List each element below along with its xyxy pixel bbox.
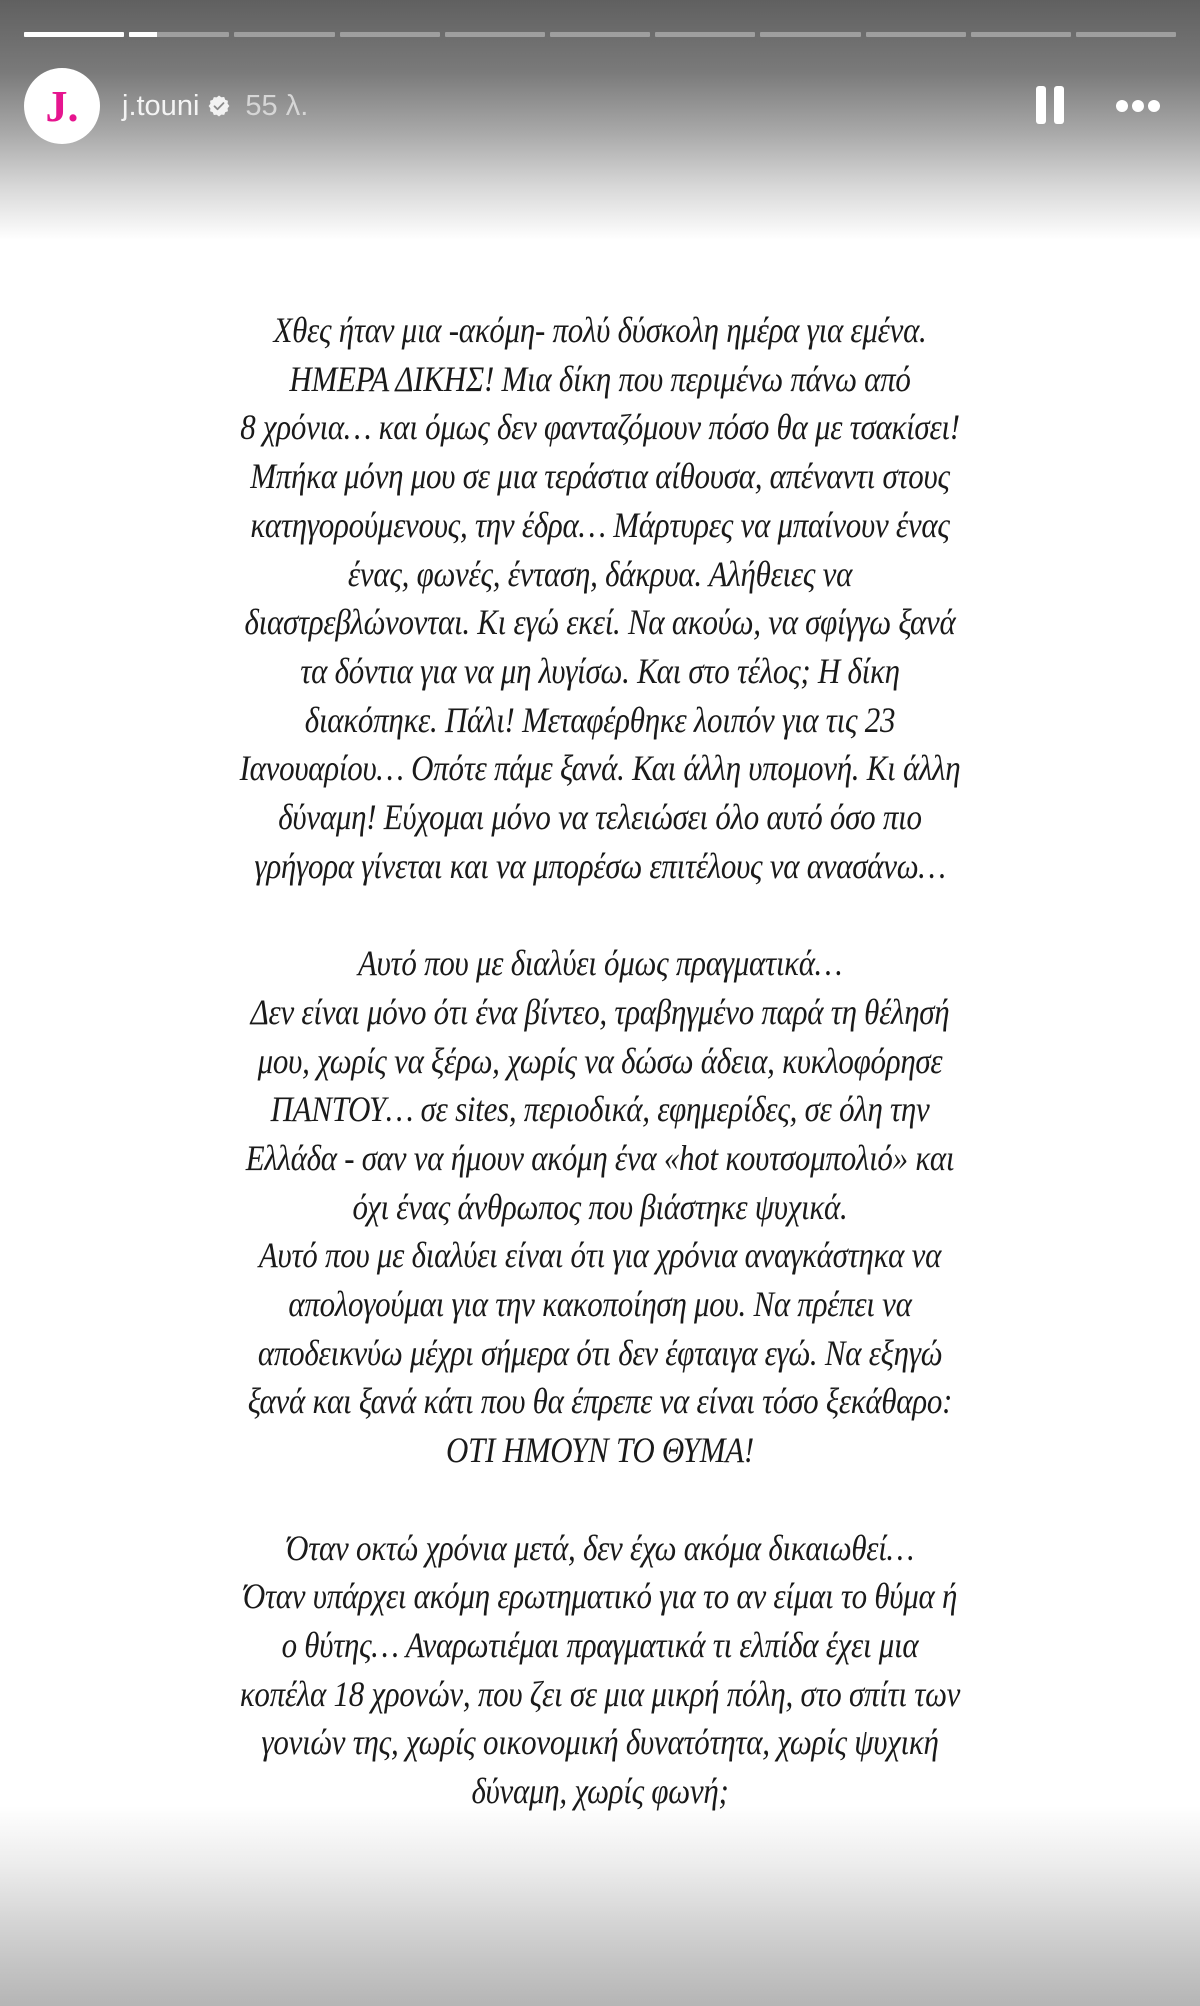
text-line: ΗΜΕΡΑ ΔΙΚΗΣ! Μια δίκη που περιμένω πάνω από bbox=[289, 358, 911, 399]
text-line: Αυτό που με διαλύει είναι ότι για χρόνια αναγκάστηκα να bbox=[258, 1235, 942, 1276]
text-line: κατηγορούμενους, την έδρα… Μάρτυρες να μπαίνουν ένας bbox=[250, 504, 950, 545]
progress-segment bbox=[24, 32, 124, 37]
text-line: τα δόντια για να μη λυγίσω. Και στο τέλος; Η δίκη bbox=[300, 650, 900, 691]
text-line: διαστρεβλώνονται. Κι εγώ εκεί. Να ακούω, να σφίγγω ξανά bbox=[244, 602, 956, 643]
text-line: Αυτό που με διαλύει όμως πραγματικά… bbox=[357, 943, 843, 984]
progress-segment bbox=[971, 32, 1071, 37]
progress-segment bbox=[234, 32, 334, 37]
text-line: μου, χωρίς να ξέρω, χωρίς να δώσω άδεια, κυκλοφόρησε bbox=[257, 1040, 943, 1081]
pause-icon-bar bbox=[1054, 86, 1064, 124]
progress-segment bbox=[550, 32, 650, 37]
text-line: κοπέλα 18 χρονών, που ζει σε μια μικρή πόλη, στο σπίτι των bbox=[239, 1673, 961, 1714]
text-line: ο θύτης… Αναρωτιέμαι πραγματικά τι ελπίδα έχει μια bbox=[281, 1624, 919, 1665]
progress-segment bbox=[866, 32, 966, 37]
progress-segment bbox=[655, 32, 755, 37]
story-progress-bar bbox=[24, 32, 1176, 38]
text-line: ΟΤΙ ΗΜΟΥΝ ΤΟ ΘΥΜΑ! bbox=[446, 1430, 754, 1471]
text-line: αποδεικνύω μέχρι σήμερα ότι δεν έφταιγα εγώ. Να εξηγώ bbox=[257, 1332, 943, 1373]
text-line: Ιανουαρίου… Οπότε πάμε ξανά. Και άλλη υπομονή. Κι άλλη bbox=[239, 748, 961, 789]
text-line: απολογούμαι για την κακοποίηση μου. Να πρέπει να bbox=[288, 1284, 912, 1325]
pause-button[interactable] bbox=[1036, 86, 1064, 126]
text-line: όχι ένας άνθρωπος που βιάστηκε ψυχικά. bbox=[352, 1186, 848, 1227]
progress-segment bbox=[445, 32, 545, 37]
text-line: Χθες ήταν μια -ακόμη- πολύ δύσκολη ημέρα για εμένα. bbox=[273, 310, 927, 350]
post-timestamp: 55 λ. bbox=[245, 89, 309, 122]
progress-segment bbox=[760, 32, 860, 37]
text-line: δύναμη, χωρίς φωνή; bbox=[471, 1771, 729, 1812]
text-line: Όταν οκτώ χρόνια μετά, δεν έχω ακόμα δικαιωθεί… bbox=[286, 1527, 914, 1568]
more-options-icon bbox=[1116, 100, 1128, 112]
text-line: διακόπηκε. Πάλι! Μεταφέρθηκε λοιπόν για τις 23 bbox=[304, 699, 896, 740]
more-options-icon-dot bbox=[1132, 100, 1144, 112]
text-line: Δεν είναι μόνο ότι ένα βίντεο, τραβηγμένο παρά τη θέλησή bbox=[250, 991, 950, 1032]
text-line: Ελλάδα - σαν να ήμουν ακόμη ένα «hot κουτσομπολιό» και bbox=[245, 1137, 955, 1178]
pause-icon bbox=[1036, 86, 1046, 124]
paragraph-gap bbox=[60, 890, 1140, 939]
text-line: Μπήκα μόνη μου σε μια τεράστια αίθουσα, απέναντι στους bbox=[250, 456, 950, 497]
paragraph-gap bbox=[60, 1475, 1140, 1524]
verified-badge-icon bbox=[207, 94, 231, 118]
progress-segment bbox=[340, 32, 440, 37]
text-line: δύναμη! Εύχομαι μόνο να τελειώσει όλο αυτό όσο πιο bbox=[278, 797, 922, 838]
username-link[interactable]: j.touni bbox=[122, 89, 200, 122]
progress-segment bbox=[129, 32, 229, 37]
text-line: ένας, φωνές, ένταση, δάκρυα. Αλήθειες να bbox=[347, 553, 853, 594]
text-line: γονιών της, χωρίς οικονομική δυνατότητα, χωρίς ψυχική bbox=[261, 1722, 939, 1763]
text-line: 8 χρόνια… και όμως δεν φανταζόμουν πόσο θα με τσακίσει! bbox=[240, 407, 960, 448]
story-text-content bbox=[60, 306, 1140, 1816]
text-line: γρήγορα γίνεται και να μπορέσω επιτέλους να ανασάνω… bbox=[254, 845, 946, 886]
story-header bbox=[24, 68, 1176, 144]
bottom-gradient-overlay bbox=[0, 1806, 1200, 2006]
text-line: ΠΑΝΤΟΥ… σε sites, περιοδικά, εφημερίδες, σε όλη την bbox=[270, 1089, 930, 1130]
avatar-letter: J. bbox=[45, 81, 79, 131]
more-options-button[interactable] bbox=[1116, 100, 1160, 112]
progress-segment bbox=[1076, 32, 1176, 37]
text-line: Όταν υπάρχει ακόμη ερωτηματικό για το αν είμαι το θύμα ή bbox=[242, 1576, 958, 1617]
text-line: ξανά και ξανά κάτι που θα έπρεπε να είναι τόσο ξεκάθαρο: bbox=[247, 1381, 953, 1422]
more-options-icon-dot bbox=[1148, 100, 1160, 112]
avatar[interactable] bbox=[24, 68, 100, 144]
